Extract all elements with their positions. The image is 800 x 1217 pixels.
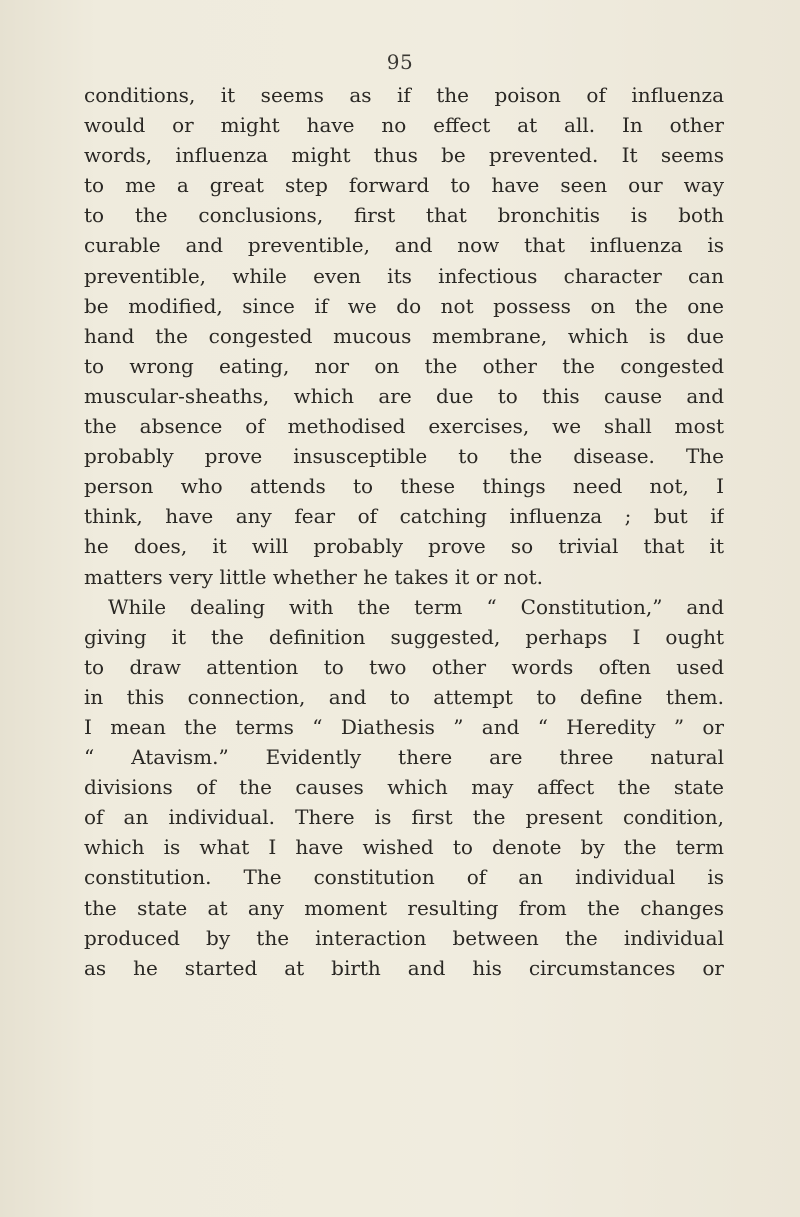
text-line: which is what I have wished to denote by the term [84, 835, 724, 860]
text-line: “ Atavism.” Evidently there are three natural [84, 745, 724, 770]
text-line: of an individual. There is first the present condition, [84, 805, 724, 830]
text-line: matters very little whether he takes it or not. [84, 564, 543, 589]
text-line: to the conclusions, first that bronchitis is both [84, 203, 724, 228]
text-line: he does, it will probably prove so trivial that it [84, 534, 724, 559]
text-line: person who attends to these things need not, I [84, 474, 724, 499]
text-line: I mean the terms “ Diathesis ” and “ Heredity ” or [84, 714, 724, 739]
text-line: in this connection, and to attempt to define them. [84, 684, 724, 709]
text-line: curable and preventible, and now that influenza is [84, 233, 724, 258]
text-line: preventible, while even its infectious character can [84, 263, 724, 288]
text-line: constitution. The constitution of an individual is [84, 865, 724, 890]
text-line: conditions, it seems as if the poison of influenza [84, 83, 724, 107]
text-line: While dealing with the term “ Constitution,” and [108, 594, 724, 619]
text-line: to me a great step forward to have seen our way [84, 173, 724, 198]
text-line: would or might have no effect at all. In other [84, 113, 724, 138]
text-line: to draw attention to two other words often used [84, 654, 724, 679]
text-line: hand the congested mucous membrane, which is due [84, 323, 724, 348]
text-line: the absence of methodised exercises, we shall most [84, 414, 724, 439]
text-line: probably prove insusceptible to the disease. The [84, 444, 724, 469]
text-line: to wrong eating, nor on the other the congested [84, 353, 724, 378]
text-line: words, influenza might thus be prevented. It seems [84, 143, 724, 168]
text-line: muscular-sheaths, which are due to this cause and [84, 383, 724, 408]
text-line: giving it the definition suggested, perhaps I ought [84, 624, 724, 649]
text-line: be modified, since if we do not possess on the one [84, 293, 724, 318]
body-text [84, 80, 724, 983]
page-number: 95 [386, 50, 414, 74]
text-line: as he started at birth and his circumstances or [84, 955, 724, 980]
text-line: divisions of the causes which may affect the state [84, 775, 724, 800]
text-line: think, have any fear of catching influenza ; but if [84, 504, 724, 529]
text-line: produced by the interaction between the individual [84, 925, 724, 950]
text-line: the state at any moment resulting from the changes [84, 895, 724, 920]
